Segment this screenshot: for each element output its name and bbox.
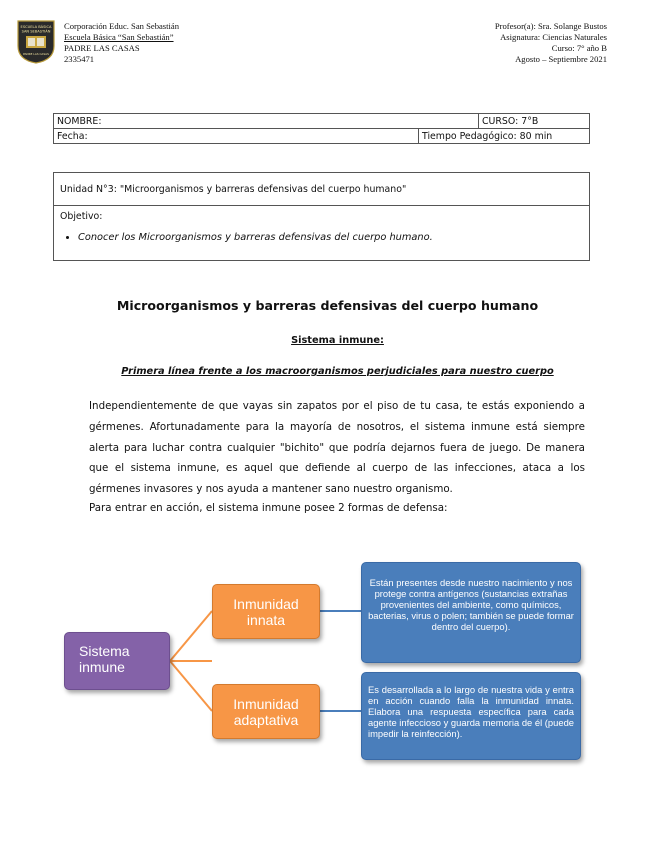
fecha-field[interactable]: Fecha: [54,129,419,144]
intro-paragraph: Independientemente de que vayas sin zapatos por el piso de tu casa, te estás exponiendo a gérmenes. Afortunadamente para la mayoría de nosotros, el sistema inmune está siempre alerta para luchar contra cualquier "bichito" que podría dejarnos fuera de juego. De manera que el sistema inmune, es aquel que defiende al cuerpo de las infecciones, ataca a los gérmenes invasores y nos ayuda a mantener sano nuestro organismo. [89,400,585,496]
school-name: Escuela Básica “San Sebastián” [64,32,174,42]
teacher-name: Profesor(a): Sra. Solange Bustos [494,21,607,31]
school-phone: 2335471 [64,54,95,64]
connector-innata [170,611,212,661]
adaptativa-description-box: Es desarrollada a lo largo de nuestra vida y entra en acción cuando falla la inmunidad innata. Elabora una respuesta específica para cada agente infeccioso y guarda memoria de él (puede impedir la reinfección). [361,672,581,760]
innata-description-box: Están presentes desde nuestro nacimiento y nos protege contra antígenos (sustancias extrañas provenientes del ambiente, como químicos, bacterias, virus o polen; también se puede formar dentro del cuerpo). [361,562,581,663]
logo-text-1: ESCUELA BÁSICA [20,25,52,29]
nombre-field[interactable]: NOMBRE: [54,114,479,129]
inmunidad-adaptativa-box: Inmunidad adaptativa [212,684,320,739]
corporation-name: Corporación Educ. San Sebastián [64,21,180,31]
logo-text-3: PADRE LAS CASAS [23,52,49,56]
school-city: PADRE LAS CASAS [64,43,140,53]
objective-item: • Conocer los Microorganismos y barreras defensivas del cuerpo humano. [78,232,583,243]
section-subtitle: Sistema inmune: [291,335,384,346]
page-title: Microorganismos y barreras defensivas del cuerpo humano [116,298,539,313]
objective-label: Objetivo: [60,211,103,222]
inmunidad-innata-box: Inmunidad innata [212,584,320,639]
connector-adaptativa [170,661,212,711]
curso-field: CURSO: 7°B [479,114,590,129]
unit-title: Unidad N°3: "Microorganismos y barreras defensivas del cuerpo humano" [54,173,590,206]
tiempo-field: Tiempo Pedagógico: 80 min [419,129,590,144]
section-subtitle-2: Primera línea frente a los macroorganismos perjudiciales para nuestro cuerpo [121,366,554,377]
defense-paragraph: Para entrar en acción, el sistema inmune posee 2 formas de defensa: [89,502,448,514]
subject-name: Asignatura: Ciencias Naturales [500,32,607,42]
period: Agosto – Septiembre 2021 [515,54,607,64]
sistema-inmune-box: Sistema inmune [64,632,170,690]
logo-text-2: SAN SEBASTIÁN [21,29,51,34]
course-name: Curso: 7° año B [551,43,607,53]
